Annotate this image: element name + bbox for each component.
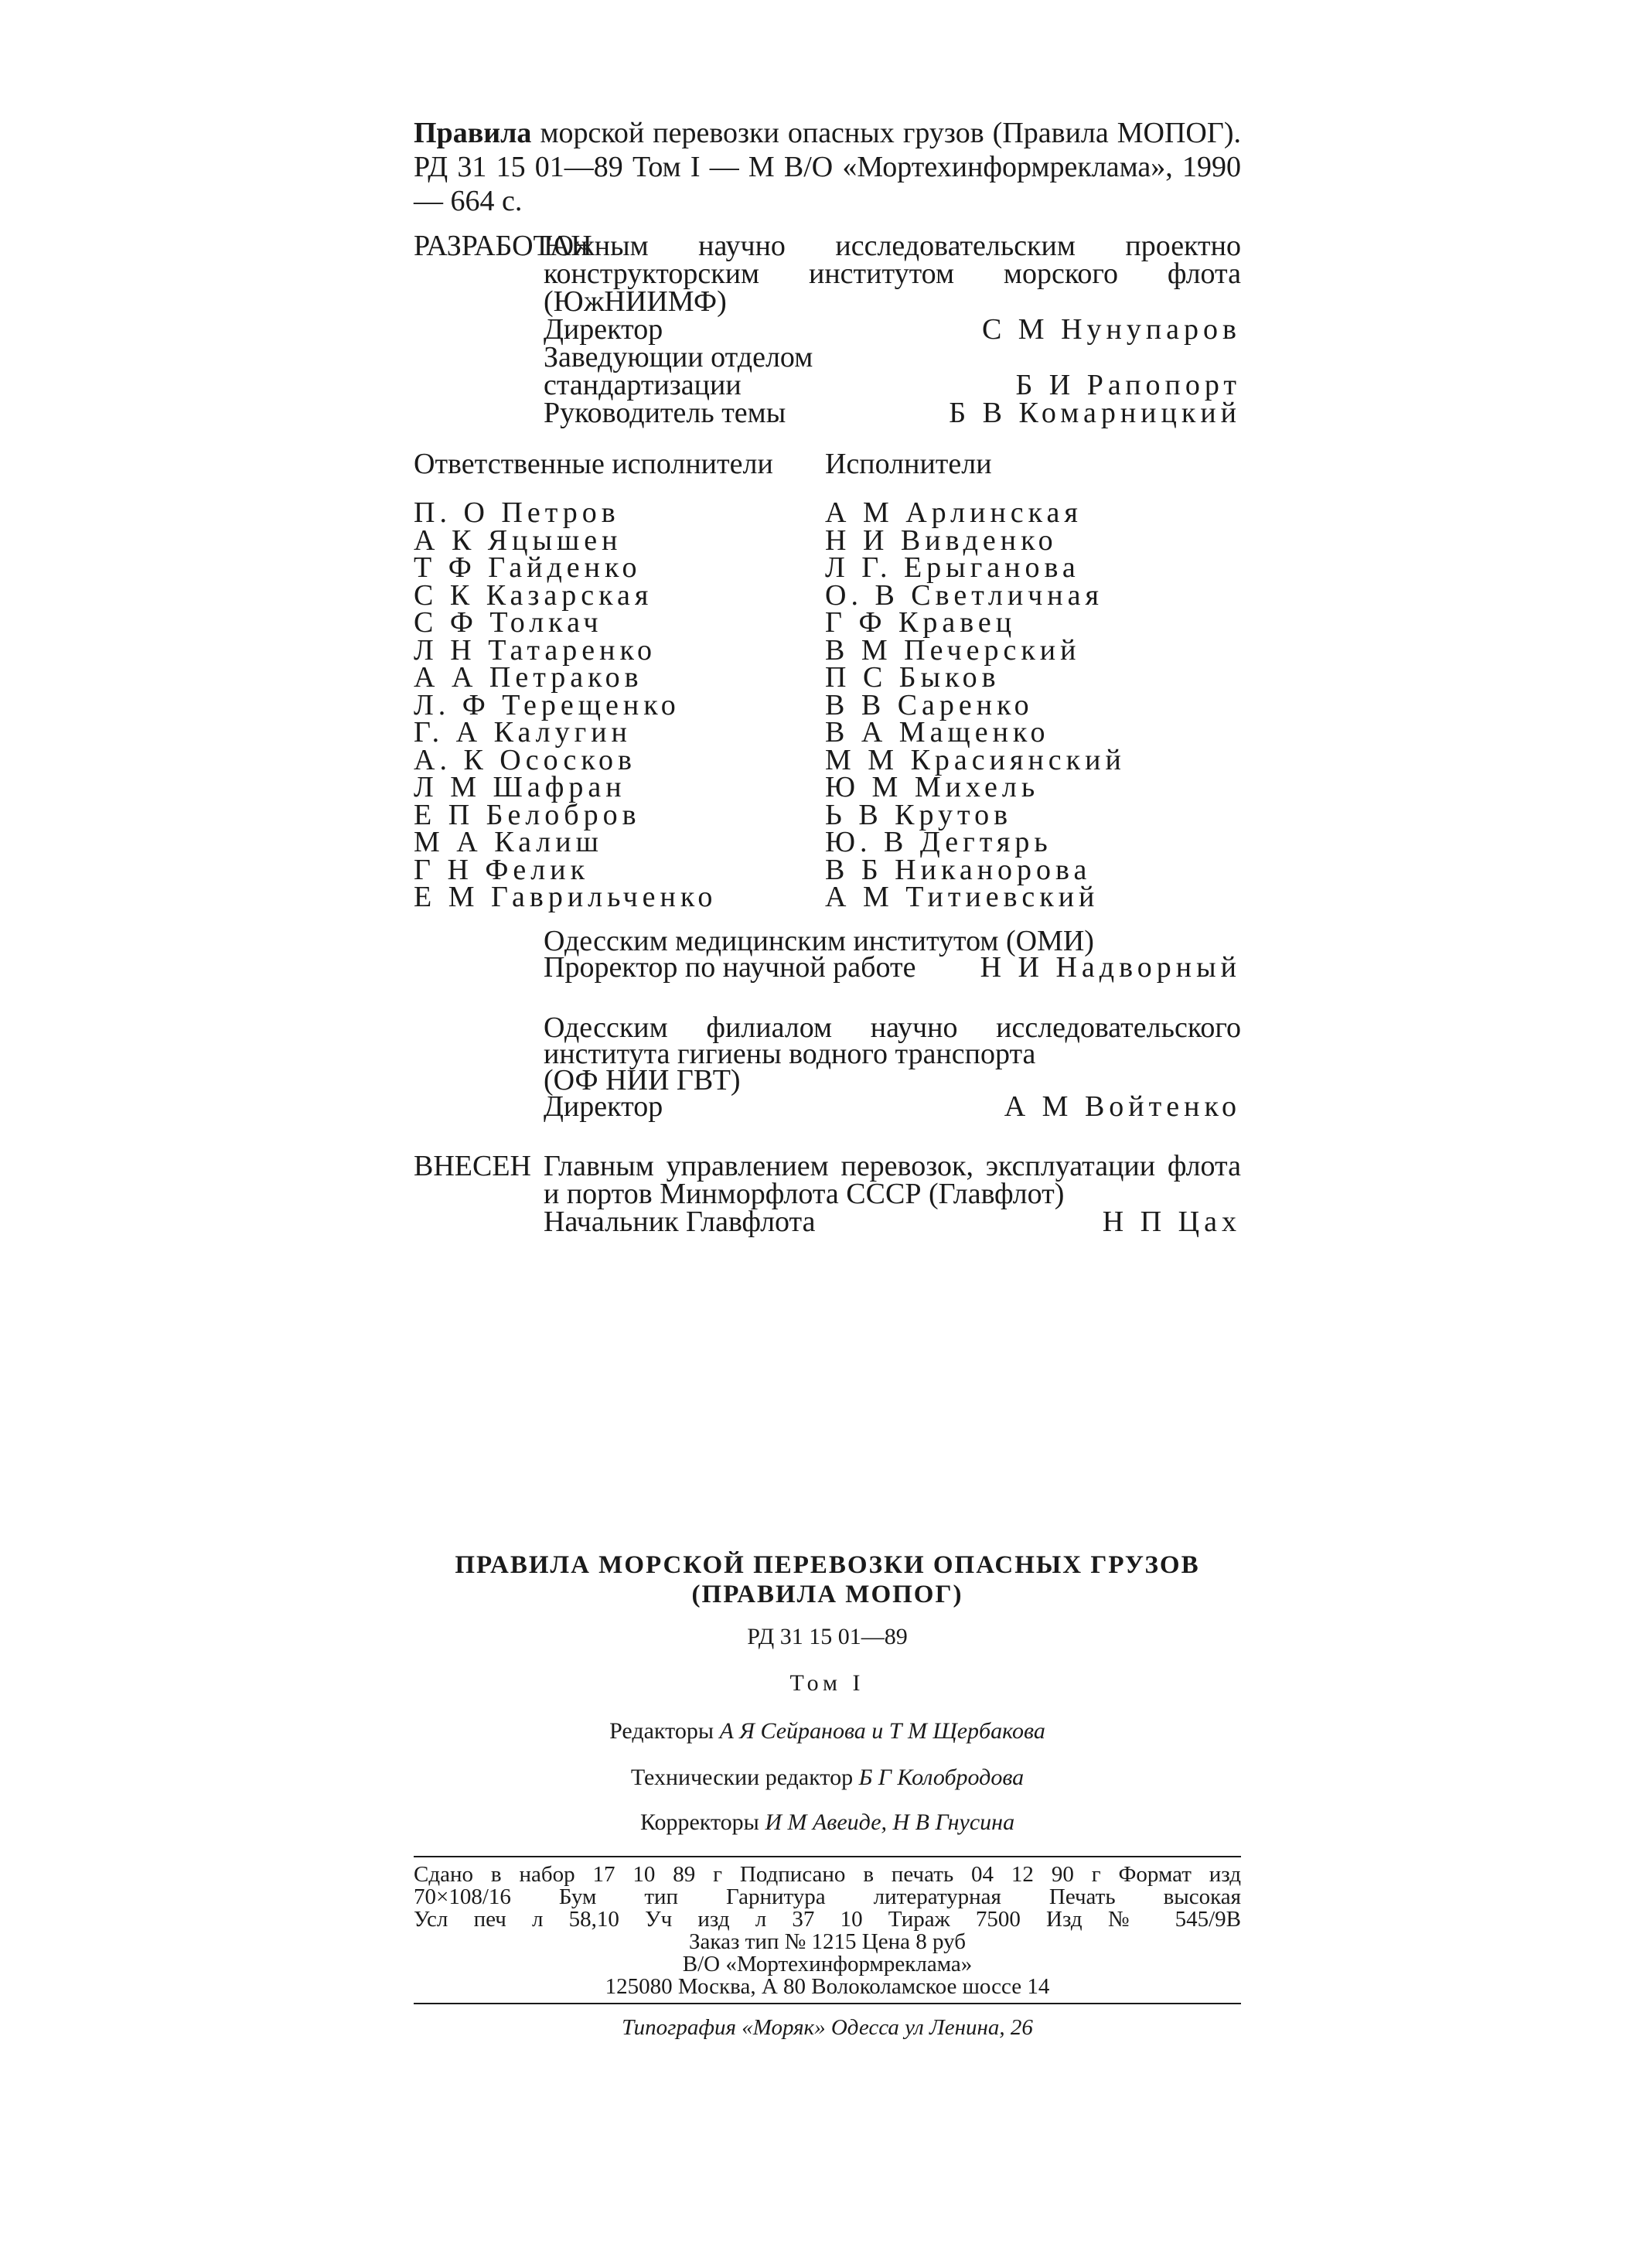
executor-name: О. В Светличная <box>825 578 1103 612</box>
responsible-name: М А Калиш <box>414 826 603 858</box>
publication-line2: 70×108/16 Бум тип Гарнитура литературная Печать высокая <box>414 1884 1241 1909</box>
citation-text: морской перевозки опасных грузов (Правила МОПОГ). РД 31 15 01—89 Том I — М В/О «Мортехинформреклама», 1990 — 664 с. <box>414 117 1241 217</box>
editors-label: Редакторы <box>609 1718 714 1744</box>
executor-name: Ь В Крутов <box>825 798 1013 831</box>
tech-editor-name: Б Г Колобродова <box>858 1765 1025 1790</box>
responsible-name: Т Ф Гайденко <box>414 551 642 584</box>
publication-line6: 125080 Москва, А 80 Волоколамское шоссе 14 <box>605 1974 1050 1999</box>
executor-name: П С Быков <box>825 661 1001 694</box>
publication-line4: Заказ тип № 1215 Цена 8 руб <box>689 1929 966 1954</box>
responsible-name: А. К Ососков <box>414 743 636 776</box>
developer-org: Южным научно исследовательским проектно конструкторским институтом морского флота (ЮжНИИМФ) <box>544 230 1241 318</box>
citation-bold-word: Правила <box>414 117 532 149</box>
vnesen-org: Главным управлением перевозок, эксплуатации флота и портов Минморфлота СССР (Главфлот) <box>544 1150 1241 1210</box>
executor-name: Л Г. Ерыганова <box>825 551 1080 584</box>
vnesen-chief-title: Начальник Главфлота <box>544 1206 816 1238</box>
vnesen-block <box>414 1152 1241 1236</box>
correctors-label: Корректоры <box>639 1809 759 1835</box>
omi-name: Н И Надворный <box>980 951 1241 984</box>
executor-name: А М Титиевский <box>825 881 1100 913</box>
of-nii-text: Одесским филиалом научно исследовательского института гигиены водного транспорта <box>544 1011 1241 1070</box>
omi-block <box>544 925 1241 984</box>
editors-names: А Я Сейранова и Т М Щербакова <box>719 1718 1045 1744</box>
imprint-correctors <box>414 1809 1241 1836</box>
imprint-editors <box>414 1718 1241 1744</box>
responsible-name: Г Н Фелик <box>414 853 590 886</box>
executor-name: Н И Вивденко <box>825 524 1058 557</box>
executors-column <box>825 448 1241 912</box>
responsible-name: Л М Шафран <box>414 771 626 803</box>
imprint-tech-editor <box>414 1765 1241 1791</box>
director-name: С М Нунупаров <box>981 313 1241 346</box>
printer-line: Типография «Моряк» Одесса ул Ленина, 26 <box>622 2015 1033 2040</box>
executor-name: Ю. В Дегтярь <box>825 826 1052 858</box>
publication-details <box>414 1864 1241 1998</box>
publication-line1: Сдано в набор 17 10 89 г Подписано в печать 04 12 90 г Формат изд <box>414 1862 1241 1887</box>
responsible-header: Ответственные исполнители <box>414 448 773 480</box>
imprint-volume: Том I <box>789 1670 865 1696</box>
divider-top <box>414 1856 1241 1857</box>
imprint-title <box>414 1550 1241 1609</box>
publication-line3: Усл печ л 58,10 Уч изд л 37 10 Тираж 7500 Изд № 545/9В <box>414 1907 1241 1932</box>
imprint-title-line1: ПРАВИЛА МОРСКОЙ ПЕРЕВОЗКИ ОПАСНЫХ ГРУЗОВ <box>455 1551 1200 1579</box>
executor-name: В В Саренко <box>825 688 1034 721</box>
responsible-name: Л Н Татаренко <box>414 633 657 667</box>
head-title-1: Заведующии отделом <box>544 341 813 373</box>
responsible-name: Е М Гаврильченко <box>414 881 718 913</box>
executor-name: Г Ф Кравец <box>825 606 1017 639</box>
publication-line5: В/О «Мортехинформреклама» <box>682 1952 973 1976</box>
responsible-name: Л. Ф Терещенко <box>414 688 680 721</box>
executors-header: Исполнители <box>825 448 992 480</box>
executor-name: В М Печерский <box>825 633 1081 667</box>
executor-name: А М Арлинская <box>825 496 1083 529</box>
responsible-column <box>414 448 825 912</box>
executor-name: М М Красиянский <box>825 743 1126 776</box>
head-title-2: стандартизации <box>544 369 742 401</box>
vnesen-label: ВНЕСЕН <box>414 1150 531 1182</box>
responsible-name: Е П Белобров <box>414 798 641 831</box>
responsible-name: С Ф Толкач <box>414 606 603 639</box>
vnesen-chief-name: Н П Цах <box>1102 1206 1241 1238</box>
correctors-names: И М Авеиде, Н В Гнусина <box>765 1809 1015 1835</box>
bibliographic-citation <box>414 116 1241 218</box>
people-columns <box>414 448 1241 912</box>
executor-name: В Б Никанорова <box>825 853 1092 886</box>
developer-block <box>414 232 1241 427</box>
tech-editor-label: Техническии редактор <box>630 1765 854 1790</box>
omi-title: Проректор по научной работе <box>544 951 916 984</box>
lead-title: Руководитель темы <box>544 397 786 429</box>
imprint-title-line2: (ПРАВИЛА МОПОГ) <box>691 1581 963 1608</box>
head-name: Б И Рапопорт <box>1015 369 1241 401</box>
lead-name: Б В Комарницкий <box>949 397 1241 429</box>
of-nii-director-name: А М Войтенко <box>1004 1090 1241 1123</box>
responsible-name: П. О Петров <box>414 496 620 529</box>
responsible-name: А К Яцышен <box>414 524 622 557</box>
executor-name: Ю М Михель <box>825 771 1040 803</box>
divider-bottom <box>414 2003 1241 2004</box>
director-title: Директор <box>544 313 663 346</box>
responsible-name: А А Петраков <box>414 661 643 694</box>
developer-label: РАЗРАБОТАН <box>414 230 592 262</box>
omi-line1: Одесским медицинским институтом (ОМИ) <box>544 925 1094 957</box>
responsible-name: С К Казарская <box>414 578 653 612</box>
imprint-doc-number: РД 31 15 01—89 <box>747 1624 908 1649</box>
executor-name: В А Мащенко <box>825 716 1050 749</box>
of-nii-block <box>544 1011 1241 1123</box>
responsible-name: Г. А Калугин <box>414 716 632 749</box>
of-nii-director-title: Директор <box>544 1090 663 1123</box>
of-nii-abbr: (ОФ НИИ ГВТ) <box>544 1064 741 1096</box>
